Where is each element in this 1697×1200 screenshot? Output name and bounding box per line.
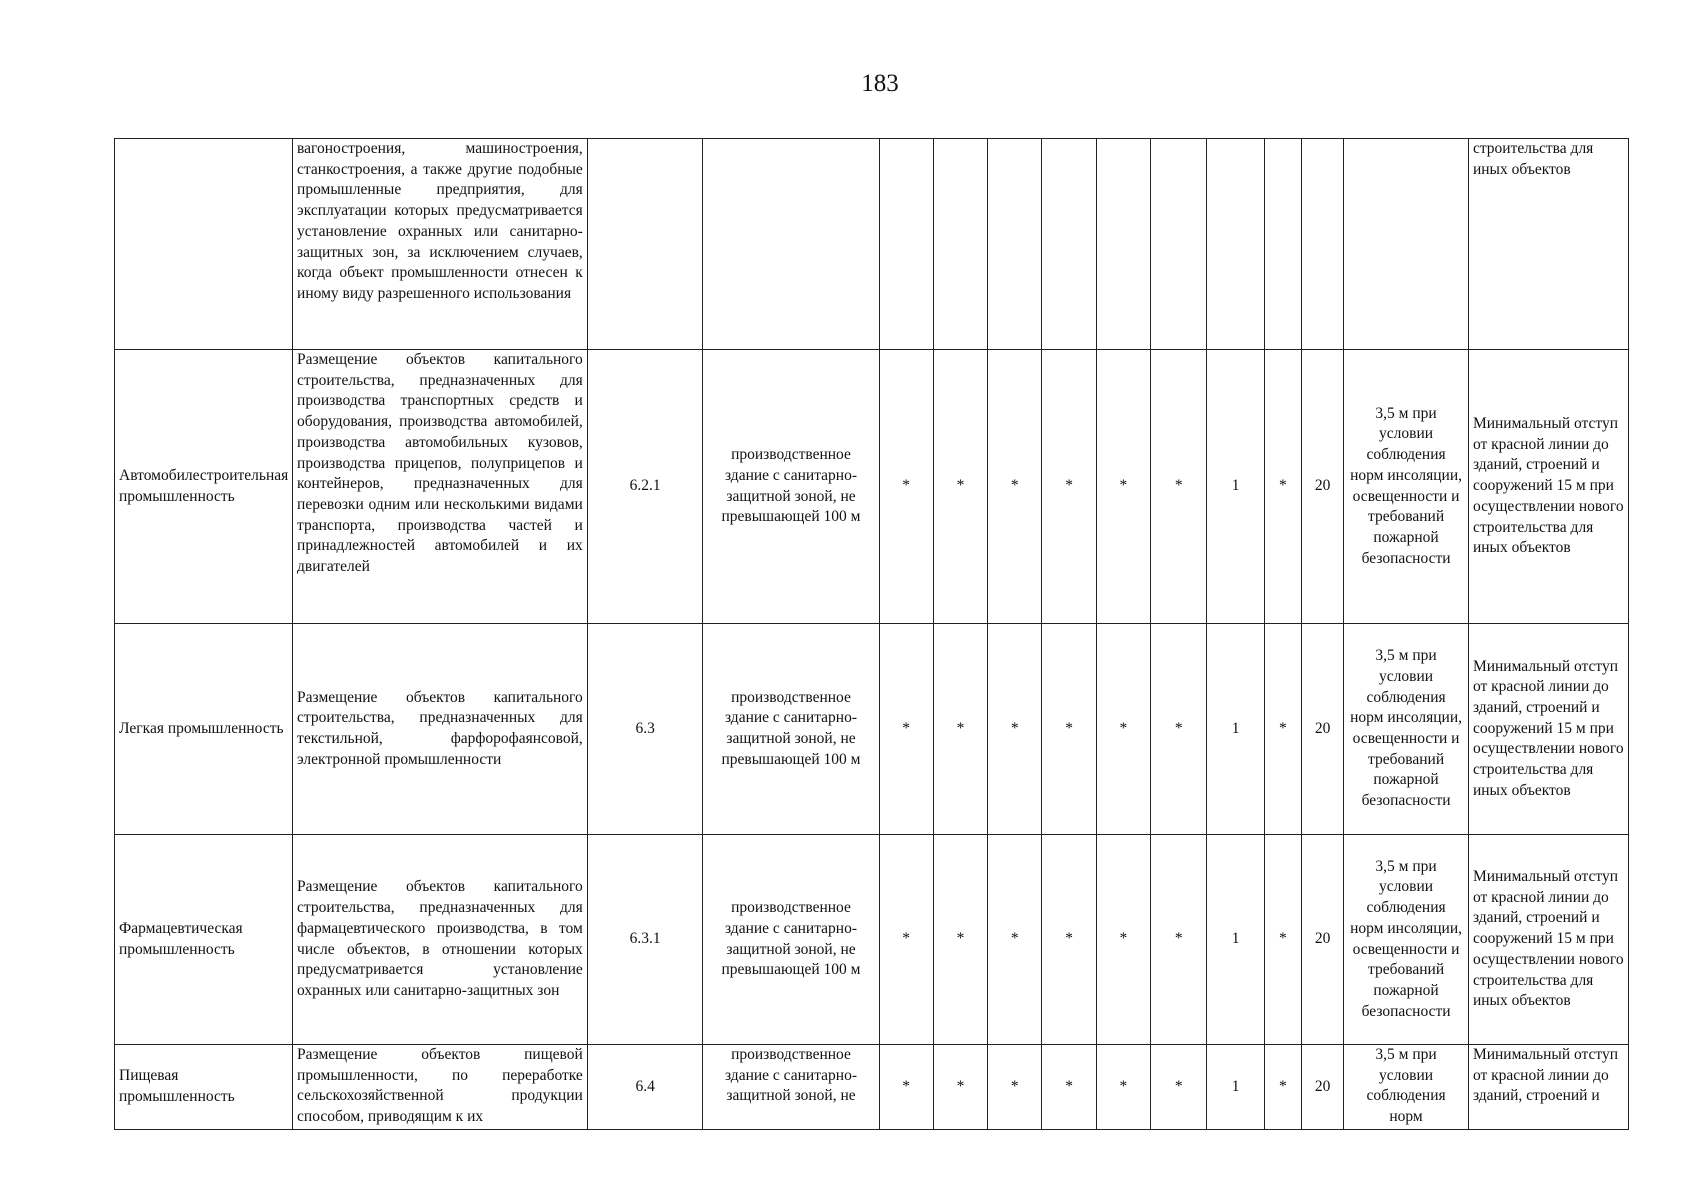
setback-cell <box>1344 139 1469 350</box>
param-cell <box>1207 139 1264 350</box>
table-row <box>115 350 1629 624</box>
use-description-cell: Размещение объектов капитального строительства, предназначенных для производства транспортных средств и оборудования, производства автомобилей, производства автомобильных кузовов, производства прицепов, полуприцепов и контейнеров, предназначенных для перевозки одним или несколькими видами транспорта, производства частей и принадлежностей автомобилей и их двигателей <box>293 350 588 624</box>
use-description-cell: Размещение объектов пищевой промышленности, по переработке сельскохозяйственной продукции способом, приводящим к их <box>293 1045 588 1130</box>
param-cell: * <box>933 835 987 1045</box>
param-cell: * <box>1096 624 1150 835</box>
param-cell: * <box>1096 1045 1150 1130</box>
object-type-cell <box>703 139 879 350</box>
use-name-cell: Фармацевтическая промышленность <box>115 835 293 1045</box>
use-description-cell: вагоностроения, машиностроения, станкостроения, а также другие подобные промышленные предприятия, для эксплуатации которых предусматривается установление охранных или санитарно-защитных зон, за исключением случаев, когда объект промышленности отнесен к иному виду разрешенного использования <box>293 139 588 350</box>
use-description-cell: Размещение объектов капитального строительства, предназначенных для фармацевтического производства, в том числе объектов, в отношении которых предусматривается установление охранных или санитарно-защитных зон <box>293 835 588 1045</box>
object-type-cell: производственное здание с санитарно-защитной зоной, не превышающей 100 м <box>703 835 879 1045</box>
setback-cell: 3,5 м при условии соблюдения норм инсоляции, освещенности и требований пожарной безопасности <box>1344 350 1469 624</box>
param-cell: 1 <box>1207 1045 1264 1130</box>
param-cell: * <box>879 624 933 835</box>
page-number: 183 <box>861 70 899 97</box>
param-cell <box>879 139 933 350</box>
param-cell: 20 <box>1301 835 1343 1045</box>
use-description-cell: Размещение объектов капитального строительства, предназначенных для текстильной, фарфорофаянсовой, электронной промышленности <box>293 624 588 835</box>
param-cell: * <box>1042 835 1096 1045</box>
param-cell: 20 <box>1301 624 1343 835</box>
param-cell: * <box>1151 835 1207 1045</box>
param-cell: * <box>879 1045 933 1130</box>
table-row <box>115 139 1629 350</box>
param-cell: * <box>1042 1045 1096 1130</box>
param-cell: * <box>1096 835 1150 1045</box>
param-cell <box>1042 139 1096 350</box>
param-cell: * <box>1151 350 1207 624</box>
object-type-cell: производственное здание с санитарно-защитной зоной, не <box>703 1045 879 1130</box>
param-cell: * <box>988 1045 1042 1130</box>
param-cell: * <box>879 835 933 1045</box>
table-row <box>115 624 1629 835</box>
param-cell <box>933 139 987 350</box>
setback-cell: 3,5 м при условии соблюдения норм инсоляции, освещенности и требований пожарной безопасности <box>1344 624 1469 835</box>
param-cell: * <box>1264 835 1301 1045</box>
object-type-cell: производственное здание с санитарно-защитной зоной, не превышающей 100 м <box>703 624 879 835</box>
param-cell: * <box>933 1045 987 1130</box>
zoning-regulations-table <box>114 138 1629 1130</box>
note-cell: строительства для иных объектов <box>1468 139 1628 350</box>
setback-cell: 3,5 м при условии соблюдения норм инсоляции, освещенности и требований пожарной безопасности <box>1344 835 1469 1045</box>
use-code-cell <box>587 139 703 350</box>
note-cell: Минимальный отступ от красной линии до зданий, строений и <box>1468 1045 1628 1130</box>
param-cell <box>1301 139 1343 350</box>
param-cell: * <box>1042 624 1096 835</box>
use-code-cell: 6.3.1 <box>587 835 703 1045</box>
param-cell: 20 <box>1301 350 1343 624</box>
param-cell: * <box>988 624 1042 835</box>
param-cell: * <box>933 350 987 624</box>
param-cell: 1 <box>1207 624 1264 835</box>
use-code-cell: 6.2.1 <box>587 350 703 624</box>
param-cell: * <box>1042 350 1096 624</box>
param-cell: * <box>988 835 1042 1045</box>
param-cell: * <box>933 624 987 835</box>
param-cell: 20 <box>1301 1045 1343 1130</box>
use-name-cell: Пищевая промышленность <box>115 1045 293 1130</box>
param-cell: * <box>1264 350 1301 624</box>
param-cell <box>1151 139 1207 350</box>
param-cell <box>988 139 1042 350</box>
object-type-cell: производственное здание с санитарно-защитной зоной, не превышающей 100 м <box>703 350 879 624</box>
param-cell: * <box>1264 1045 1301 1130</box>
param-cell: * <box>1151 1045 1207 1130</box>
param-cell <box>1264 139 1301 350</box>
param-cell <box>1096 139 1150 350</box>
param-cell: 1 <box>1207 350 1264 624</box>
param-cell: * <box>988 350 1042 624</box>
note-cell: Минимальный отступ от красной линии до зданий, строений и сооружений 15 м при осуществлении нового строительства для иных объектов <box>1468 350 1628 624</box>
note-cell: Минимальный отступ от красной линии до зданий, строений и сооружений 15 м при осуществлении нового строительства для иных объектов <box>1468 835 1628 1045</box>
use-name-cell: Легкая промышленность <box>115 624 293 835</box>
use-name-cell <box>115 139 293 350</box>
param-cell: * <box>1151 624 1207 835</box>
param-cell: 1 <box>1207 835 1264 1045</box>
param-cell: * <box>1264 624 1301 835</box>
note-cell: Минимальный отступ от красной линии до зданий, строений и сооружений 15 м при осуществлении нового строительства для иных объектов <box>1468 624 1628 835</box>
use-name-cell: Автомобилестроительная промышленность <box>115 350 293 624</box>
setback-cell: 3,5 м при условии соблюдения норм <box>1344 1045 1469 1130</box>
table-row <box>115 1045 1629 1130</box>
use-code-cell: 6.4 <box>587 1045 703 1130</box>
param-cell: * <box>1096 350 1150 624</box>
use-code-cell: 6.3 <box>587 624 703 835</box>
param-cell: * <box>879 350 933 624</box>
table-row <box>115 835 1629 1045</box>
